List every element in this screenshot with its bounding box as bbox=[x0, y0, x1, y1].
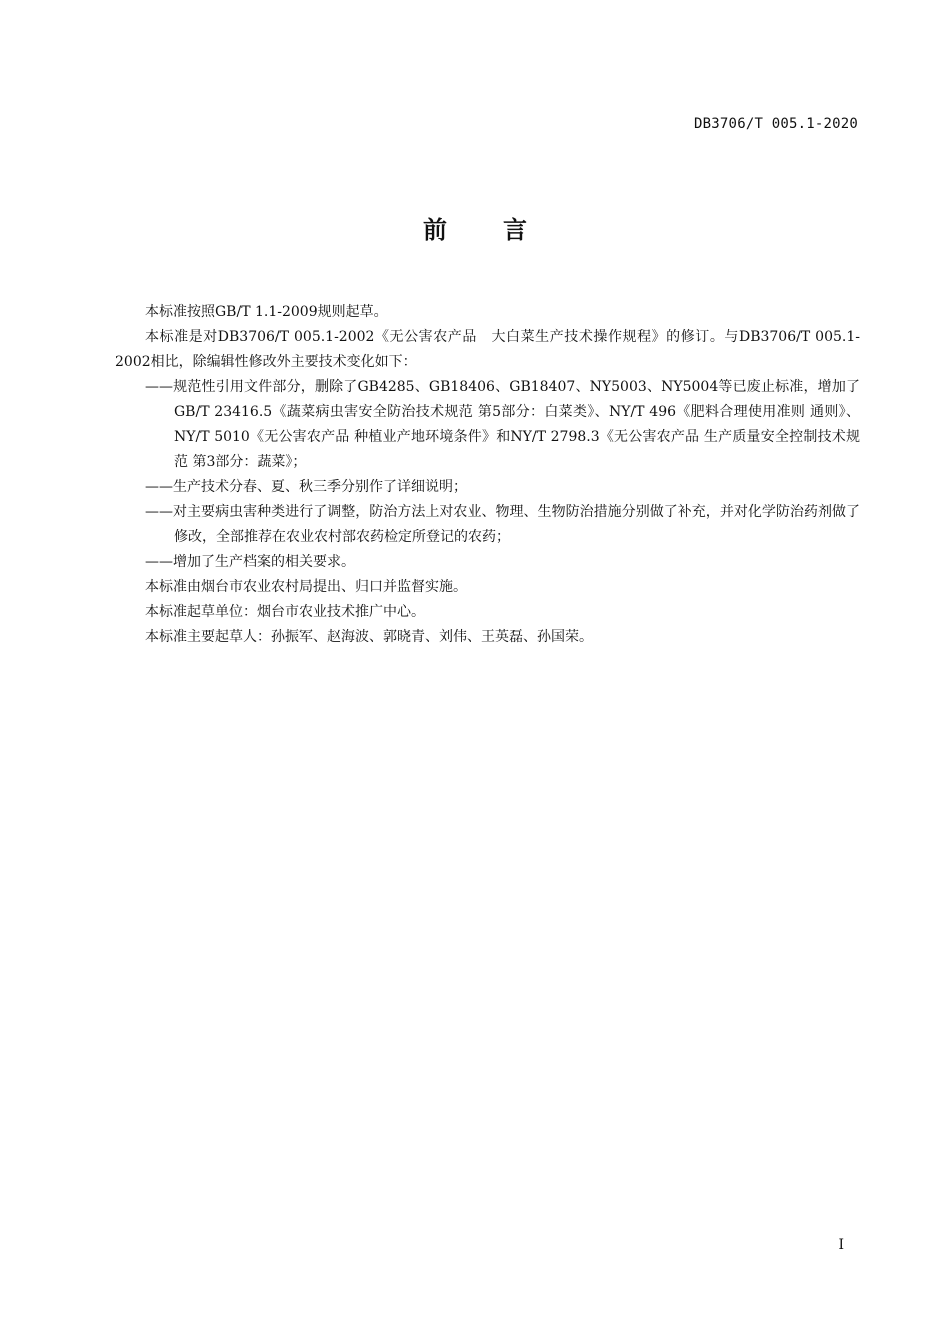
paragraph-revision-statement: 本标准是对DB3706/T 005.1-2002《无公害农产品 大白菜生产技术操作规程》的修订。与DB3706/T 005.1-2002相比，除编辑性修改外主要技术变化如下： bbox=[115, 329, 860, 370]
paragraph-drafters: 本标准主要起草人：孙振军、赵海波、郭晓青、刘伟、王英磊、孙国荣。 bbox=[145, 629, 593, 645]
paragraph-proposer: 本标准由烟台市农业农村局提出、归口并监督实施。 bbox=[145, 579, 467, 595]
foreword-body bbox=[115, 300, 860, 650]
change-item: ——生产技术分春、夏、秋三季分别作了详细说明； bbox=[145, 479, 467, 495]
paragraph-drafting-rules: 本标准按照GB/T 1.1-2009规则起草。 bbox=[145, 304, 388, 320]
page-title: 前言 bbox=[423, 216, 583, 244]
document-code: DB3706/T 005.1-2020 bbox=[694, 116, 858, 132]
change-item: ——增加了生产档案的相关要求。 bbox=[145, 554, 355, 570]
paragraph-drafting-unit: 本标准起草单位：烟台市农业技术推广中心。 bbox=[145, 604, 425, 620]
page-number: I bbox=[838, 1237, 844, 1253]
change-item: ——规范性引用文件部分，删除了GB4285、GB18406、GB18407、NY5003、NY5004等已废止标准，增加了GB/T 23416.5《蔬菜病虫害安全防治技术规范 第5部分：白菜类》、NY/T 496《肥料合理使用准则 通则》、NY/T 5010《无公害农产品 种植业产地环境条件》和NY/T 2798.3《无公害农产品 生产质量安全控制技术规范 第3部分：蔬菜》； bbox=[145, 379, 860, 470]
change-item: ——对主要病虫害种类进行了调整，防治方法上对农业、物理、生物防治措施分别做了补充，并对化学防治药剂做了修改，全部推荐在农业农村部农药检定所登记的农药； bbox=[145, 504, 860, 545]
